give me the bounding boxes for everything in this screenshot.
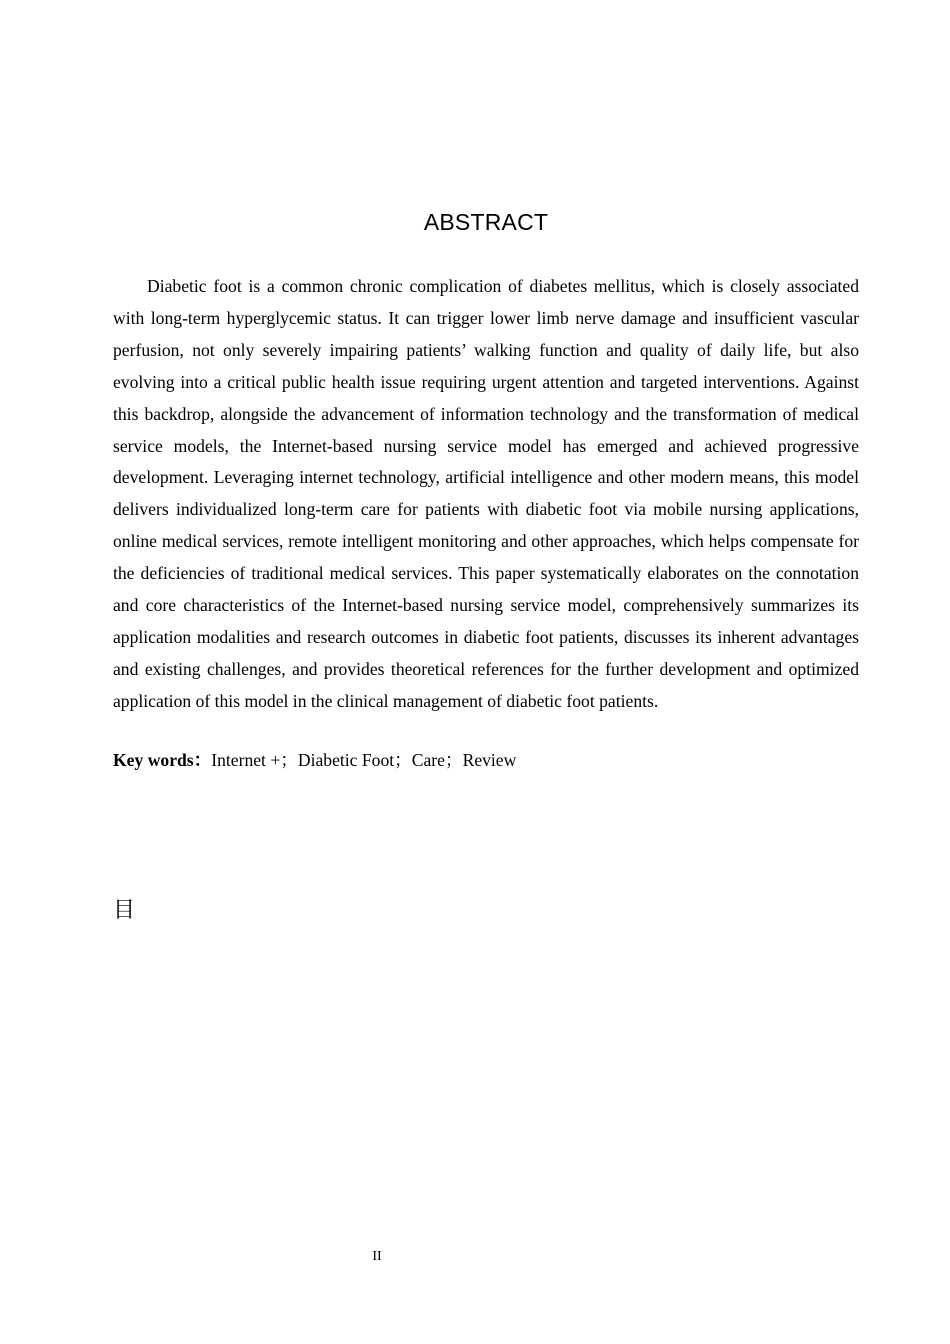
keyword-separator: ；	[394, 750, 412, 770]
keyword-item: Care	[411, 750, 445, 770]
abstract-title: ABSTRACT	[423, 209, 549, 235]
page-number: II	[372, 1249, 382, 1264]
keyword-item: Internet +	[211, 750, 281, 770]
keyword-separator: ；	[444, 750, 463, 770]
keywords-line	[113, 746, 859, 774]
keyword-item: Diabetic Foot	[297, 750, 395, 770]
keywords-label: Key words：	[113, 750, 212, 770]
abstract-paragraph: Diabetic foot is a common chronic complication of diabetes mellitus, which is closely associated with long-term hyperglycemic status. It can trigger lower limb nerve damage and insufficient vascular perfusion, not only severely impairing patients’ walking function and quality of daily life, but also evolving into a critical public health issue requiring urgent attention and targeted interventions. Against this backdrop, alongside the advancement of information technology and the transformation of medical service models, the Internet-based nursing service model has emerged and achieved progressive development. Leveraging internet technology, artificial intelligence and other modern means, this model delivers individualized long-term care for patients with diabetic foot via mobile nursing applications, online medical services, remote intelligent monitoring and other approaches, which helps compensate for the deficiencies of traditional medical services. This paper systematically elaborates on the connotation and core characteristics of the Internet-based nursing service model, comprehensively summarizes its application modalities and research outcomes in diabetic foot patients, discusses its inherent advantages and existing challenges, and provides theoretical references for the further development and optimized application of this model in the clinical management of diabetic foot patients.	[113, 276, 859, 711]
keyword-separator: ；	[280, 750, 298, 770]
keyword-item: Review	[462, 750, 517, 770]
toc-heading: 目	[113, 898, 136, 923]
